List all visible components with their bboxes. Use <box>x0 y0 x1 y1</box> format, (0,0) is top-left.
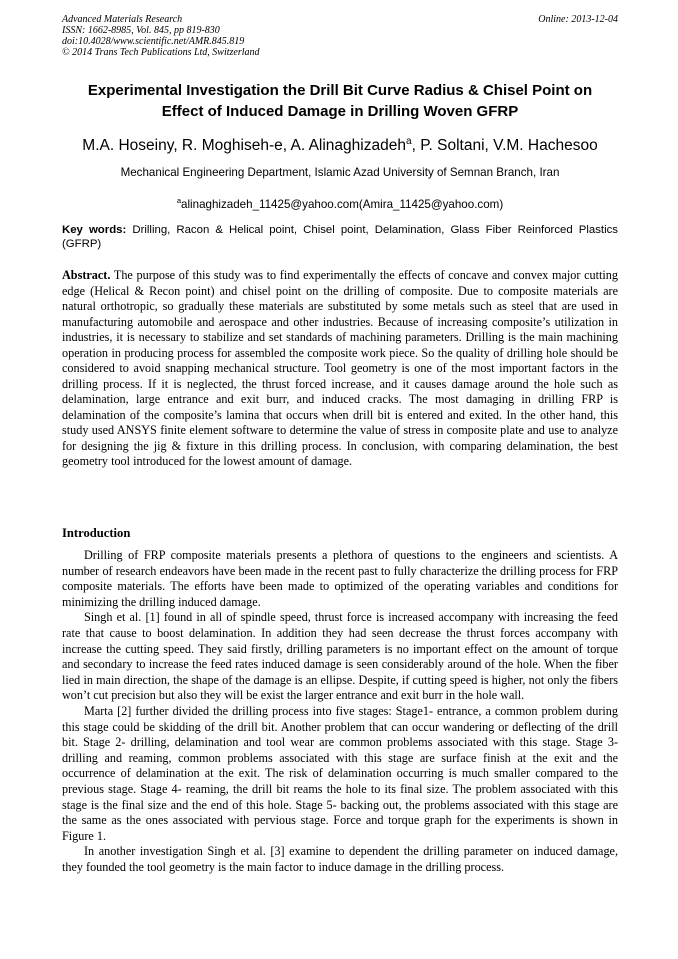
keywords-text: Drilling, Racon & Helical point, Chisel point, Delamination, Glass Fiber Reinforced Plastics (GFRP) <box>62 224 618 250</box>
paper-title <box>62 80 618 122</box>
authors-after: , P. Soltani, V.M. Hachesoo <box>411 137 598 155</box>
email-address: alinaghizadeh_11425@yahoo.com(Amira_11425@yahoo.com) <box>181 197 504 211</box>
journal-name: Advanced Materials Research <box>62 14 183 25</box>
intro-paragraph-2: Singh et al. [1] found in all of spindle speed, thrust force is increased accompany with increasing the feed rate that cause to boost delamination. In addition they had seen decrease the thrust forces accompany with increase the cutting speed. They said firstly, drilling parameters is no important effect on the amount of torque and secondary to increase the feed rates induced damage is seen considerably around of the hole. When the fiber lied in main direction, the shape of the damage is an ellipse. Despite, if cutting speed is higher, not only the fibers won’t cut precision but also they will be exist the larger entrance and exit burr in the hole wall. <box>62 610 618 703</box>
keywords-label: Key words: <box>62 224 127 236</box>
doi-line: doi:10.4028/www.scientific.net/AMR.845.819 <box>62 36 245 47</box>
email-superscript: a <box>176 196 182 205</box>
intro-paragraph-4: In another investigation Singh et al. [3] examine to dependent the drilling parameter on induced damage, they founded the tool geometry is the main factor to induce damage in the drilling process. <box>62 844 618 874</box>
abstract <box>62 268 618 470</box>
section-heading-introduction: Introduction <box>62 526 131 540</box>
issn-line: ISSN: 1662-8985, Vol. 845, pp 819-830 <box>62 25 220 36</box>
introduction-body <box>62 548 618 875</box>
keywords <box>62 224 618 251</box>
online-date: Online: 2013-12-04 <box>538 14 618 25</box>
title-line-1: Experimental Investigation the Drill Bit Curve Radius & Chisel Point on <box>87 82 593 99</box>
intro-paragraph-3: Marta [2] further divided the drilling process into five stages: Stage1- entrance, a common problem during this stage could be skidding of the drill bit. Another problem that can occur wandering or deflecting of the drill bit. Stage 2- drilling, delamination and tool wear are common problems associated with this stage. Stage 3- drilling and reaming, common problems associated with this stage are surface finish at the exit and the occurrence of delamination at the exit. The risk of delamination occurring is much smaller compared to the previous stage. Stage 4- reaming, the drill bit reams the hole to its final size. The problem associated with this stage is the final size and the end of this hole. Stage 5- backing out, the problems associated with this stage are the same as the ones associated with pervious stage. Force and torque graph for the experiments is shown in Figure 1. <box>62 703 618 843</box>
email-line <box>62 193 618 213</box>
author-superscript: a <box>405 136 412 147</box>
journal-header <box>62 14 618 58</box>
title-line-2: Effect of Induced Damage in Drilling Woven GFRP <box>161 103 519 120</box>
authors-before: M.A. Hoseiny, R. Moghiseh-e, A. Alinaghizadeh <box>82 137 406 155</box>
intro-paragraph-1: Drilling of FRP composite materials presents a plethora of questions to the engineers and scientists. A number of research endeavors have been made in the recent past to fully characterize the drilling process for FRP composite materials. The efforts have been made to optimized of the operating variables and conditions for minimizing the drilling induced damage. <box>62 548 618 609</box>
author-list <box>62 132 618 156</box>
copyright-line: © 2014 Trans Tech Publications Ltd, Switzerland <box>62 47 260 58</box>
abstract-label: Abstract. <box>62 268 111 282</box>
abstract-text: The purpose of this study was to find experimentally the effects of concave and convex major cutting edge (Helical & Recon point) and chisel point on the drilling of composite. Due to composite materials are natural orthotropic, so gradually these materials are substituted by some metals such as steel that are used in manufacturing automobile and aerospace and other industries. Because of increasing composite’s utilization in industries, it is necessary to stabilize and set standards of machining parameters. Drilling is the main machining operation in producing process for assembled the composite work piece. So the quality of drilling hole should be considered to avoid snapping mechanical structure. Tool geometry is one of the most important factors in the drilling process. If it is neglected, the thrust forced increase, and it causes damage around the hole such as delamination, large entrance and exit burr, and induced cracks. The most damaging in drilling FRP is delamination of the composite’s lamina that occurs when drill bit is entered and exited. In the other hand, this study used ANSYS finite element software to determine the value of stress in composite plate and use to analyze for designing the jig & fixture in this drilling process. In conclusion, with comparing delamination, the best geometry tool introduced for the lowest amount of damage. <box>62 268 618 468</box>
affiliation: Mechanical Engineering Department, Islamic Azad University of Semnan Branch, Iran <box>120 166 560 179</box>
